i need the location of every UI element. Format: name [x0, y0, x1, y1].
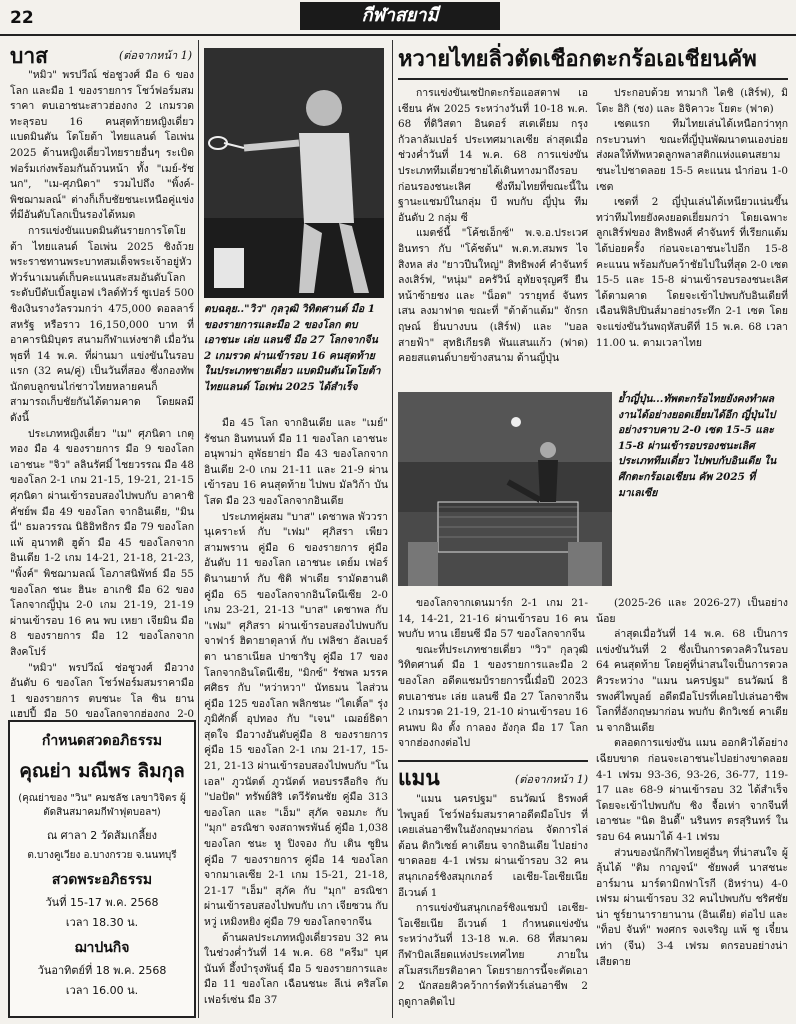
paragraph: ประเภทคู่ผสม "บาส" เดชาพล พัววรานุเคราะห์ กับ "เฟม" ศุภิสรา เพียวสามพราน คู่มือ 6 ของรายการ คู่มืออันดับ 11 ของโลก เอาชนะ เดย์ม เฟอร์ดินานยาห์ กับ ซิติ ฟาเดีย รามัดฮานติ คู่มือ 65 ของโลกจากอินโดนีเซีย 2-0 เกม 23-21, 21-13 "บาส" เดชาพล กับ "เฟม" ศุภิสรา ผ่านเข้ารอบสองไปพบกับ จาฟาร์ ฮิดายาตุลาห์ กับ เฟลิชา อัลเบอร์ตา นาธาเนียล ปาซาริบู คู่มือ 17 ของโลกจากอินโดนีเซีย, "มิกซ์" รัชพล มรรคศศิธร กับ "หว่าหวา" นัทธมน ไลส่วน คู่มือ 125 ของโลก พลิกชนะ "ไตเติ้ล" รุ่งภูมิศักดิ์ อุปทอง กับ "เจน" เฌอย์ธิดา สุดใจ มือวางอันดับคู่มือ 8 ของรายการ คู่มือ 15 ของโลก 2-1 เกม 21-17, 15-21, 21-13 ผ่านเข้ารอบสองไปพบกับ "โนเอล" ภูวนัตต์ ภูวนัตต์ หอบรรลือกิจ กับ "ปอปัด" ทรัพย์สิริ เตวีรัตนชัย คู่มือ 313 ของโลก และ "เอ็ม" สุภัค จอมภะ กับ "มุก" อรณิชา จงสถาพรพันธ์ คู่มือ 1,038 ของโลก ชนะ หู ปิงจอง กับ เติน ซูยิน คู่มือ 7 ของรายการ คู่มือ 14 ของโลกจากมาเลเซีย 2-1 เกม 15-21, 21-18, 21-17 "เอ็ม" สุภัค กับ "มุก" อรณิชา ผ่านเข้ารอบสองไปพบกับ เกา เจียซวน กับ หวู่ เหมิงหยิง คู่มือ 79 ของโลกจากจีน [204, 510, 388, 928]
chant-title: สวดพระอภิธรรม [51, 872, 153, 888]
right-column-text-c [596, 596, 788, 1016]
paragraph: ด้านผลประเภทหญิงเดี่ยวรอบ 32 คน ในช่วงค่ำวันที่ 14 พ.ค. 68 "ครีม" บุศนันท์ อึ้งบำรุงพันธุ์ มือ 5 ของรายการและมือ 11 ของโลก เฉือนชนะ ลีเน่ คริสโตเฟอร์เซ่น มือ 37 [204, 931, 388, 1006]
photo-caption: ตบฉลุย.."วิว" กุลวุฒิ วิทิตศานต์ มือ 1 ของรายการและมือ 2 ของโลก ตบเอาชนะ เล่ย แลนซี มือ 27 โลกจากจีน 2 เกมรวด ผ่านเข้ารอบ 16 คนสุดท้าย ในประเภทชายเดี่ยว แบดมินตันโตโยต้า ไทยแลนด์ โอเพ่น 2025 ได้สำเร็จ [204, 303, 381, 393]
paragraph: เซตที่ 2 ญี่ปุ่นเล่นได้เหนียวแน่นขึ้น ทว่าทีมไทยยังคงยอดเยี่ยมกว่า โดยเฉพาะลูกเสิร์ฟของ สิทธิพงศ์ คำจันทร์ ที่เรียกแต้มได้บ่อยครั้ง ก่อนจะเอาชนะไปอีก 15-8 คะแนน พร้อมกับคว้าชัยไปในที่สุด 2-0 เซต 15-5 และ 15-8 ผ่านเข้ารอบรองชนะเลิศได้ตามคาด โดยจะเข้าไปพบกับอินเดียที่เฉือนฟิลิปปินส์มาอย่างระทึก 2-1 เซต โดยจะแข่งขันวันพฤหัสบดีที่ 15 พ.ค. 68 เวลา 11.00 น. ตามเวลาไทย [596, 196, 788, 349]
paragraph: แมตช์นี้ "โค้ชเอ็กซ์" พ.จ.อ.ประเวศ อินทรา กับ "โค้ชต้น" พ.ต.ท.สมพร ไจสิงหล ส่ง "ยาวปีนใหญ่" สิทธิพงศ์ คำจันทร์ ลงเสิร์ฟ, "หนุ่ม" อครัวิน์ อุทัยจรุญศรี ยืนหน้าซ้ายชง และ "น็อต" วรายุทธ์ จันทรเสน ลงมาฟาด ขณะที่ "ต้าต้าแต้ม" จักรกฤษณ์ ยิ่นบางบน (เสิร์ฟ) และ "บอลสายฟ้า" สุทธิเกียรติ พันแสนแก้ว (ฟาด) คอยสแตนด์บายข้างสนาม ด้านญี่ปุ่น [398, 227, 588, 365]
takraw-text-col2 [596, 86, 788, 386]
cremation-date: วันอาทิตย์ที่ 18 พ.ค. 2568 [37, 964, 167, 977]
takraw-photo [398, 392, 612, 586]
chant-date: วันที่ 15-17 พ.ค. 2568 [45, 896, 159, 909]
section-title: แมน [398, 766, 440, 790]
notice-name: คุณย่า มณีพร ลิมกุล [19, 760, 185, 782]
notice-venue: ณ ศาลา 2 วัดส้มเกลี้ยง [46, 829, 158, 842]
badminton-illustration [204, 48, 384, 298]
funeral-notice-box [8, 720, 196, 1018]
middle-column-text [204, 416, 388, 1016]
paragraph: "หมิว" พรปวีณ์ ช่อชูวงศ์ มือ 6 ของโลก และมือ 1 ของรายการ โชว์ฟอร์มสมราคา ตบเอาชนะสาวฮ่องกง 2 เกมรวด ทะลุรอบ 16 คนสุดท้ายหญิงเดี่ยว แบดมินตัน โตโยต้า ไทยแลนด์ โอเพ่น 2025 ด้านหญิงเดี่ยวไทยรายอื่นๆ ระเบิดฟอร์มเก่งพร้อมกันถ้วนหน้า ทั้ง "เมย์-รัชนก", "เม-ศุภนิดา" รวมไปถึง "พิ้งค์-พิชฌามลณ์" ต่างก็เก็บชัยชนะเหนือคู่แข่งที่มีอันดับโลกเป็นรองได้หมด [10, 69, 194, 222]
notice-desc: (คุณย่าของ "วิน" คมชลัช เลขาวิจิตร ผู้ตัดสินสมาคมกีฬาฟุตบอลฯ) [18, 793, 186, 818]
paragraph: ประกอบด้วย ทามากิ ไดชิ (เสิร์ฟ), มิโตะ อิกิ (ชง) และ อิจิคาวะ โยตะ (ฟาด) [596, 87, 788, 115]
section-head-bas [10, 40, 192, 68]
right-column-text-b [398, 792, 588, 1016]
cremation-title: ฌาปนกิจ [74, 940, 130, 956]
paragraph: (2025-26 และ 2026-27) เป็นอย่างน้อย [596, 597, 788, 625]
paragraph: การแข่งขันสนุกเกอร์ชิงแชมป์ เอเชีย-โอเชียเนีย อีเวนต์ 1 กำหนดแข่งขันระหว่างวันที่ 13-18 พ.ค. 68 ที่สมาคมกีฬาบิลเลียดแห่งประเทศไทย ภายในสโมสรเกียรติอาคา โดยรายการนี้จะตัดเอา 2 นักสอยคิวคว้าการ์ดทัวร์เล่นอาชีพ 2 ฤดูกาลติดไป [398, 902, 588, 1008]
headline: หวายไทยลิ่วตัดเชือกตะกร้อเอเชียนคัพ [398, 46, 788, 80]
paragraph: การแข่งขันแบดมินตันรายการโตโยต้า ไทยแลนด์ โอเพ่น 2025 ชิงถ้วยพระราชทานพระบาทสมเด็จพระเจ้าอยู่หัว ทัวร์นาเมนต์เก็บคะแนนสะสมอันดับโลกระดับบีดับเบิ้ลยูเอฟ เวิลด์ทัวร์ ซูเปอร์ 500 ชิงเงินรางวัลรวมกว่า 475,000 ดอลลาร์สหรัฐ หรือราว 16,150,000 บาท ที่อาคารนิมิบุตร สนามกีฬาแห่งชาติ เมื่อวันพุธที่ 14 พ.ค. ที่ผ่านมา แข่งขันในรอบแรก (32 คน/คู่) เป็นวันที่สอง ซึ่งกองทัพนักตบลูกขนไก่ชาวไทยหลายคนก็สามารถเก็บชัยกันได้ตามคาด โดยผลมีดังนี้ [10, 224, 194, 425]
paragraph: ตลอดการแข่งขัน แมน ออกคิวได้อย่างเฉียบขาด ก่อนจะเอาชนะไปอย่างขาดลอย 4-1 เฟรม 93-36, 93-26, 36-77, 119-17 และ 68-9 ผ่านเข้ารอบ 32 ได้สำเร็จ โดยจะเข้าไปพบกับ ซิง จื้อเห่า จากจีนที่เอาชนะ "นิด อินดี้" นรินทร ตรสุรินทร์ ในรอบ 64 คนมาได้ 4-1 เฟรม [596, 737, 788, 843]
paragraph: ขณะที่ประเภทชายเดี่ยว "วิว" กุลวุฒิ วิทิตศานต์ มือ 1 ของรายการและมือ 2 ของโลก อดีตแชมป์รายการนี้เมื่อปี 2023 ตบเอาชนะ เล่ย แลนซี มือ 27 โลกจากจีน 2 เกมรวด 21-19, 21-10 ผ่านเข้ารอบ 16 คนพบ ผิง ตั้ง กาลอง อังกุล มือ 17 โลกจากฮ่องกงต่อไป [398, 643, 588, 750]
paragraph: ประเภทหญิงเดี่ยว "เม" ศุภนิดา เกตุทอง มือ 4 ของรายการ มือ 9 ของโลก เอาชนะ "จิว" ลลินรัศมิ์ ไชยวรรณ มือ 48 ของโลก 2-1 เกม 21-15, 19-21, 21-15 ศุภนิดา ผ่านเข้ารอบสองไปพบกับ อาคาชิ คัชย์พ มือ 49 ของโลก จากอินเดีย, "มินนี่" ธมลวรรณ นิธิอิทธิกร มือ 79 ของโลก แพ้ อุนาทติ ฮูด้า มือ 45 ของโลกจากอินเดีย 1-2 เกม 14-21, 21-18, 21-23, "พิ้งค์" พิชฌามลณ์ โอภาสนิพัทธ์ มือ 55 ของโลก ชนะ ฮินะ อาเกชิ มือ 62 ของโลกจากญี่ปุ่น 2-0 เกม 21-19, 21-19 ผ่านเข้ารอบ 16 คน พบ เหยา เจียมิน มือ 8 ของรายการ มือ 12 ของโลกจากสิงคโปร์ [10, 427, 194, 658]
paragraph: ส่วนของนักกีฬาไทยคู่อื่นๆ ที่น่าสนใจ ผู้ลุ้นได้ "ติม กาญจน์" ชัยพงศ์ นาสชนะ อาร์มาน มาร์ดามิกฟาโรกี (อิหร่าน) 4-0 เฟรม ผ่านเข้ารอบ 32 คนไปพบกับ ชริศชัยน่า ชูร์ยานารายานาน (อินเดีย) ต่อไป และ "ท็อป จันท์" พงศกร จงเจริญ แพ้ ซู เจี๋ยน เท่า (จีน) 3-4 เฟรม ตกรอบอย่างน่าเสียดาย [596, 846, 788, 968]
column-divider [198, 40, 199, 1018]
section-title: บาส [10, 44, 48, 68]
notice-title: กำหนดสวดอภิธรรม [41, 733, 163, 749]
paragraph: เซตแรก ทีมไทยเล่นได้เหนือกว่าทุกกระบวนท่า ขณะที่ญี่ปุ่นพัฒนาตนเองบ่อยส่งผลให้ทัพหวดลูกพลาสติกแห่งแดนสยามชนะไปชาดลอย 15-5 คะแนน นำก่อน 1-0 เซต [596, 118, 788, 193]
section-head-man [398, 760, 588, 790]
right-column-text-a [398, 596, 588, 756]
paragraph: "แมน นครปฐม" ธนวัฒน์ ธิรพงศ์ไพบูลย์ โชว์ฟอร์มสมราคาอดีตมือโปร ที่เคยเล่นอาชีพในอังกฤษมาก่อน จัดการไล่ต้อน ดิกวิเซย์ คาเดียน จากอินเดีย ไปอย่างขาดลอย 4-1 เฟรม ผ่านเข้ารอบ 32 คนสนุกเกอร์ชิงสมุกเกอร์ เอเชีย-โอเชียเนีย อีเวนต์ 1 [398, 793, 588, 899]
cremation-time: เวลา 16.00 น. [65, 984, 139, 997]
paragraph: ของโลกจากเดนมาร์ก 2-1 เกม 21-14, 14-21, 21-16 ผ่านเข้ารอบ 16 คน พบกับ หาน เยียนซี มือ 57 ของโลกจากจีน [398, 597, 588, 641]
notice-address: ต.บางคูเวียง อ.บางกรวย จ.นนทบุรี [27, 850, 177, 861]
takraw-photo-caption: ย้ำญี่ปุ่น...ทัพตะกร้อไทยยังคงทำผลงานได้อย่างยอดเยี่ยมได้อีก ญี่ปุ่นไปอย่างราบคาบ 2-0 เซต 15-5 และ 15-8 ผ่านเข้ารอบรองชนะเลิศ ประเภททีมเดี่ยว ไปพบกับอินเดีย ในศึกตะกร้อเอเชียน คัพ 2025 ที่มาเลเซีย [618, 393, 777, 499]
masthead: กีฬาสยามี [300, 2, 500, 30]
left-column-text [10, 68, 194, 721]
column-divider [392, 40, 393, 1018]
badminton-photo [204, 48, 384, 298]
paragraph: มือ 45 โลก จากอินเดีย และ "เมย์" รัชนก อินทนนท์ มือ 11 ของโลก เอาชนะ อนุพาม่า อุพัธยาย่า มือ 43 ของโลกจากอินเดีย 2-0 เกม 21-11 และ 21-9 ผ่านเข้ารอบ 16 คนสุดท้าย ไปพบ มัลวิก้า บันโสด มือ 23 ของโลกจากอินเดีย [204, 417, 388, 507]
takraw-text-col1 [398, 86, 588, 386]
paragraph: การแข่งขันเซปักตะกร้อแอสตาฟ เอเชียน คัพ 2025 ระหว่างวันที่ 10-18 พ.ค. 68 ที่ดิวิสตา อินดอร์ สเตเดียม กรุงกัวลาลัมเปอร์ ประเทศมาเลเซีย ล่าสุดเมื่อช่วงค่ำวันที่ 14 พ.ค. 68 การแข่งขันประเภททีมเดี่ยวชายได้เดินทางมาถึงรอบก่อนรองชนะเลิศ ซึ่งทีมไทยที่ขณะนี้ในฐานะแชมป์ในกลุ่ม บี พบกับ ญี่ปุ่น ทีมอันดับ 2 กลุ่ม ซี [398, 87, 588, 224]
paragraph: ล่าสุดเมื่อวันที่ 14 พ.ค. 68 เป็นการแข่งขันวันที่ 2 ซึ่งเป็นการดวลคิวในรอบ 64 คนสุดท้าย โดยคู่ที่น่าสนใจเป็นการดวลคิวระหว่าง "แมน นครปฐม" ธนวัฒน์ ธิรพงศ์ไพบูลย์ อดีตมือโปรที่เคยไปเล่นอาชีพโลกที่อังกฤษมาก่อน พบกับ ดิกวิเซย์ คาเดียน จากอินเดีย [596, 628, 788, 734]
continued-note: (ต่อจากหน้า 1) [514, 773, 588, 786]
continued-note: (ต่อจากหน้า 1) [118, 49, 192, 62]
paragraph: "หมิว" พรปวีณ์ ช่อชูวงศ์ มือวางอันดับ 6 ของโลก โชว์ฟอร์มสมราคามือ 1 ของรายการ ตบชนะ โล ซิน ยาน แฮปปี้ มือ 50 ของโลกจากฮ่องกง 2-0 [10, 661, 194, 721]
takraw-illustration [398, 392, 612, 586]
page-number: 22 [10, 8, 34, 28]
chant-time: เวลา 18.30 น. [65, 916, 139, 929]
